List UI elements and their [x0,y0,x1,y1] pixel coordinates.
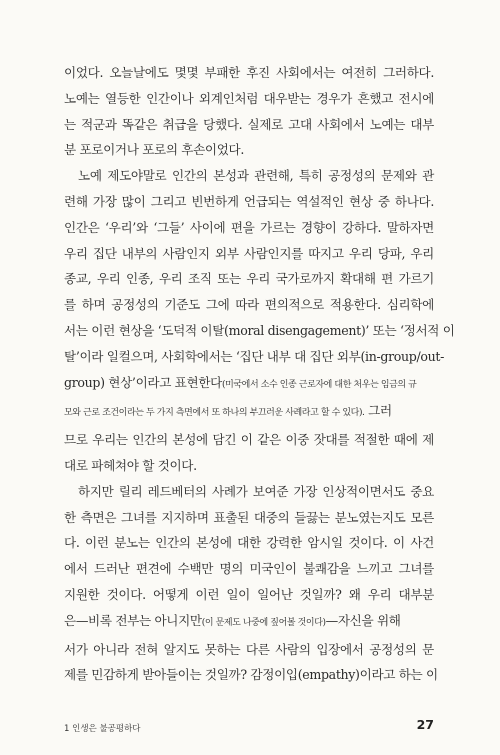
text-line: 노예 제도야말로 인간의 본성과 관련해, 특히 공정성의 문제와 관 [78,168,434,184]
body-text [64,60,455,688]
text-fragment: —자신을 위해 [325,612,401,628]
text-line: 인간은 ‘우리’와 ‘그들’ 사이에 편을 가르는 경향이 강하다. 말하자면 [64,219,434,235]
text-line: 므로 우리는 인간의 본성에 담긴 이 같은 이중 잣대를 적절한 때에 제 [64,432,434,448]
text-line: 하지만 릴리 레드베터의 사례가 보여준 가장 인상적이면서도 중요 [78,483,434,499]
inline-note: (미국에서 소수 인종 근로자에 대한 처우는 임금의 규 [221,379,417,390]
text-line: 다. 이런 분노는 인간의 본성에 대한 강력한 암시일 것이다. 이 사건 [64,535,434,551]
text-fragment: group) 현상’이라고 표현한다 [64,374,222,390]
text-fragment: 그러 [364,403,392,419]
text-line: 이었다. 오늘날에도 몇몇 부패한 후진 사회에서는 여전히 그러하다. [64,65,434,80]
text-line: 지원한 것이다. 어떻게 이런 일이 일어난 것일까? 왜 우리 대부분 [64,586,434,602]
text-line [64,608,434,637]
text-line: 서는 이런 현상을 ‘도덕적 이탈(moral disengagement)’ 또는 ‘정서적 이 [64,322,455,338]
text-line [64,398,434,427]
text-line: 대로 파헤쳐야 할 것이다. [64,457,197,473]
text-line: 에서 드러난 편견에 수백만 명의 미국인이 불쾌감을 느끼고 그녀를 [64,561,434,577]
text-line: 제를 민감하게 받아들이는 것일까? 감정이입(empathy)이라고 하는 이 [64,667,438,683]
text-line: 종교, 우리 인종, 우리 조직 또는 우리 국가로까지 확대해 편 가르기 [64,271,434,287]
text-line: 서가 아니라 전혀 알지도 못하는 다른 사람의 입장에서 공정성의 문 [64,641,434,657]
text-line: 련해 가장 많이 그리고 빈번하게 언급되는 역설적인 현상 중 하나다. [64,193,434,209]
running-footer-chapter: 1 인생은 불공평하다 [64,724,141,734]
text-line: 분 포로이거나 포로의 후손이었다. [64,142,245,158]
text-line: 우리 집단 내부의 사람인지 외부 사람인지를 따지고 우리 당파, 우리 [64,245,434,261]
page-number: 27 [416,717,434,732]
text-line: 탈’이라 일컬으며, 사회학에서는 ‘집단 내부 대 집단 외부(in-group/out- [64,348,444,364]
text-line [64,370,434,399]
text-line: 노예는 열등한 인간이나 외계인처럼 대우받는 경우가 흔했고 전시에 [64,90,434,106]
inline-note: (이 문제도 나중에 짚어볼 것이다) [201,617,326,628]
text-line: 한 측면은 그녀를 지지하며 표출된 대중의 들끓는 분노였는지도 모른 [64,509,434,525]
text-fragment: 은—비록 전부는 아니지만 [64,612,202,628]
text-line: 는 적군과 똑같은 취급을 당했다. 실제로 고대 사회에서 노예는 대부 [64,116,434,132]
inline-note: 모와 근로 조건이라는 두 가지 측면에서 또 하나의 부끄러운 사례라고 할 수 있다). [64,408,365,419]
text-line: 를 하며 공정성의 기준도 그에 따라 편의적으로 적용한다. 심리학에 [64,297,434,313]
